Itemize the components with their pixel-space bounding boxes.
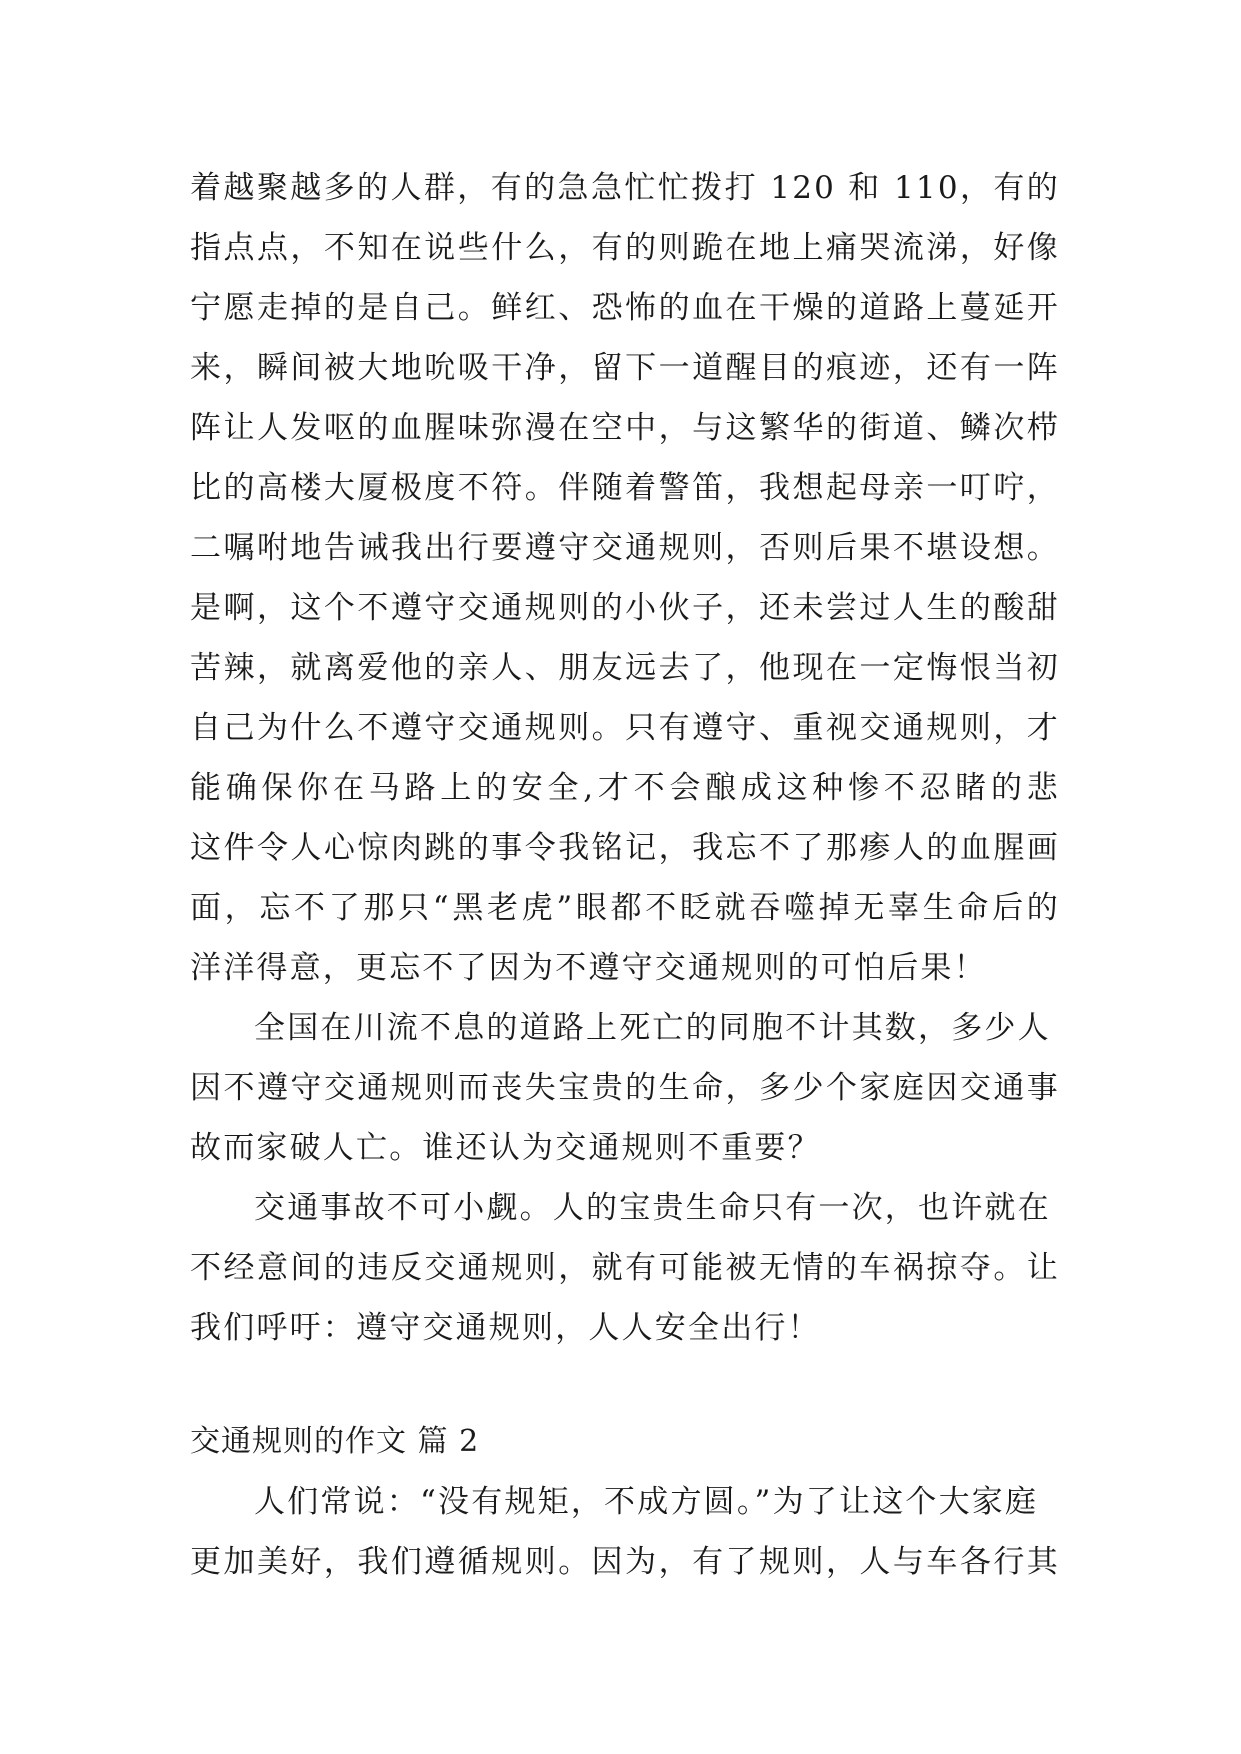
- text-line: 比的高楼大厦极度不符。伴随着警笛，我想起母亲一叮咛，: [190, 470, 1060, 506]
- text-line: 交通事故不可小觑。人的宝贵生命只有一次，也许就在: [254, 1190, 1051, 1226]
- paragraph-statistics: [190, 998, 1060, 1178]
- text-line: 能确保你在马路上的安全,才不会酿成这种惨不忍睹的悲: [190, 770, 1060, 806]
- text-line: 苦辣，就离爱他的亲人、朋友远去了，他现在一定悔恨当初: [190, 650, 1060, 686]
- text-line: 洋洋得意，更忘不了因为不遵守交通规则的可怕后果！: [190, 950, 987, 986]
- text-line: 这件令人心惊肉跳的事令我铭记，我忘不了那瘆人的血腥画: [190, 830, 1060, 866]
- text-line: 我们呼吁：遵守交通规则，人人安全出行！: [190, 1310, 821, 1346]
- text-line: 宁愿走掉的是自己。鲜红、恐怖的血在干燥的道路上蔓延开: [190, 290, 1060, 326]
- text-line: 因不遵守交通规则而丧失宝贵的生命，多少个家庭因交通事: [190, 1070, 1060, 1106]
- text-line: 阵让人发呕的血腥味弥漫在空中，与这繁华的街道、鳞次栉: [190, 410, 1060, 446]
- section-gap: [190, 1358, 1060, 1412]
- text-line: 不经意间的违反交通规则，就有可能被无情的车祸掠夺。让: [190, 1250, 1060, 1286]
- text-line: 故而家破人亡。谁还认为交通规则不重要？: [190, 1130, 821, 1166]
- text-line: 人们常说：“没有规矩，不成方圆。”为了让这个大家庭: [254, 1484, 1039, 1520]
- section-heading: 交通规则的作文 篇 2: [190, 1424, 480, 1459]
- paragraph-accident-scene: [190, 158, 1060, 998]
- text-line: 指点点，不知在说些什么，有的则跪在地上痛哭流涕，好像: [190, 230, 1060, 266]
- text-line: 全国在川流不息的道路上死亡的同胞不计其数，多少人: [254, 1010, 1051, 1046]
- text-line: 是啊，这个不遵守交通规则的小伙子，还未尝过人生的酸甜: [190, 590, 1060, 626]
- text-line: 二嘱咐地告诫我出行要遵守交通规则，否则后果不堪设想。: [190, 530, 1060, 566]
- paragraph-rules-intro: [190, 1472, 1060, 1592]
- paragraph-call-to-action: [190, 1178, 1060, 1358]
- text-line: 自己为什么不遵守交通规则。只有遵守、重视交通规则，才: [190, 710, 1060, 746]
- text-line: 着越聚越多的人群，有的急急忙忙拨打 120 和 110，有的: [190, 170, 1060, 206]
- document-body: [190, 158, 1060, 1592]
- text-line: 面，忘不了那只“黑老虎”眼都不眨就吞噬掉无辜生命后的: [190, 890, 1060, 926]
- text-line: 来，瞬间被大地吮吸干净，留下一道醒目的痕迹，还有一阵: [190, 350, 1060, 386]
- text-line: 更加美好，我们遵循规则。因为，有了规则，人与车各行其: [190, 1544, 1060, 1580]
